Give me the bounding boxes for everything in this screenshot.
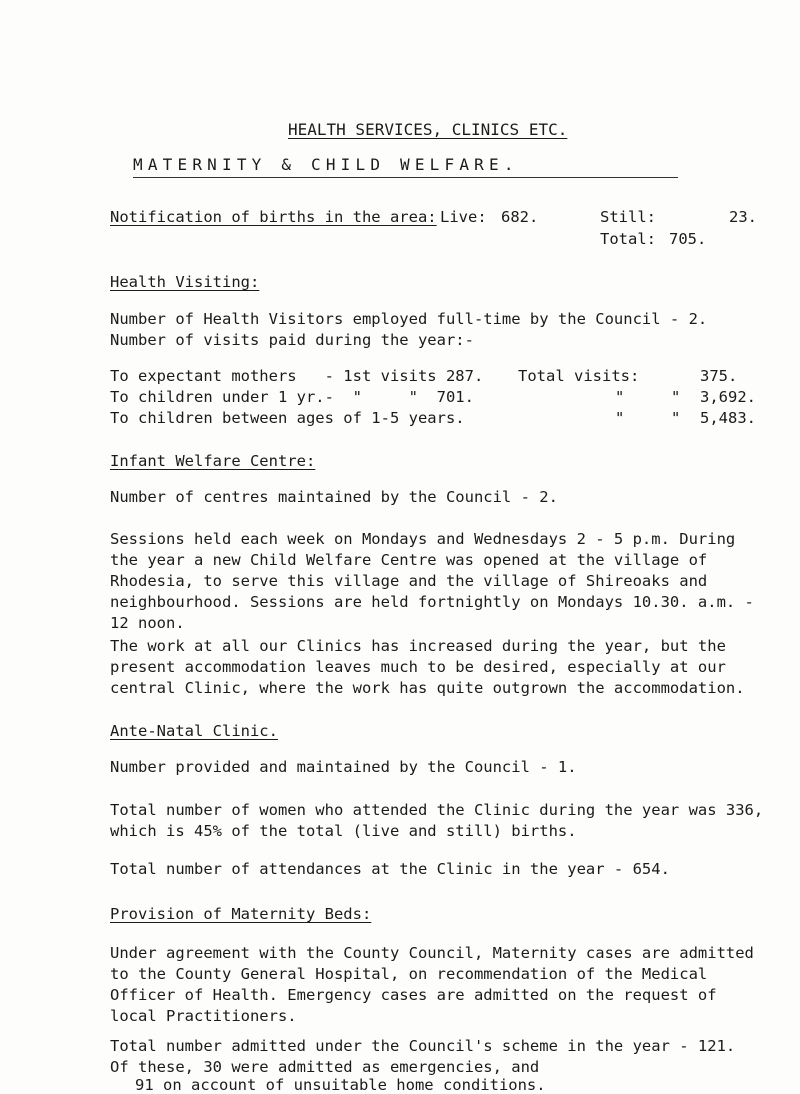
visits-row-expectant-total-label: Total visits: bbox=[518, 367, 640, 385]
visits-paid-line: Number of visits paid during the year:- bbox=[110, 331, 474, 349]
visits-row-expectant: To expectant mothers - 1st visits 287. bbox=[110, 367, 484, 385]
health-visiting-heading: Health Visiting: bbox=[110, 273, 260, 291]
antenatal-women-paragraph: Total number of women who attended the Clinic during the year was 336, which is 45% of the total (live and still) births. bbox=[110, 801, 764, 840]
maternity-agreement-paragraph: Under agreement with the County Council, Maternity cases are admitted to the County General Hospital, on recommendation of the Medical Officer of Health. Emergency cases are admitted on the request of local Practitioners. bbox=[110, 944, 754, 1025]
live-value: 682. bbox=[501, 208, 539, 226]
visits-row-1to5-total: 5,483. bbox=[700, 409, 756, 427]
maternity-beds-heading: Provision of Maternity Beds: bbox=[110, 905, 372, 923]
page-title: HEALTH SERVICES, CLINICS ETC. bbox=[288, 120, 568, 139]
antenatal-attendances-line: Total number of attendances at the Clinic in the year - 654. bbox=[110, 860, 670, 878]
total-label: Total: bbox=[600, 230, 656, 248]
title-underline bbox=[133, 177, 678, 178]
visits-row-under1-total: 3,692. bbox=[700, 388, 756, 406]
visits-row-1to5-total-label: " " bbox=[615, 409, 681, 427]
visits-row-under1-total-label: " " bbox=[615, 388, 681, 406]
sessions-paragraph: Sessions held each week on Mondays and Wednesdays 2 - 5 p.m. During the year a new Child Welfare Centre was opened at the village of Rhodesia, to serve this village and the village of Shireoaks and neighbourhood. Sessions are held fortnightly on Mondays 10.30. a.m. - 12 noon. bbox=[110, 530, 754, 632]
total-value: 705. bbox=[669, 230, 707, 248]
visits-row-under1: To children under 1 yr.- " " 701. bbox=[110, 388, 474, 406]
section-title: MATERNITY & CHILD WELFARE. bbox=[133, 155, 519, 174]
live-label: Live: bbox=[440, 208, 487, 226]
health-visitors-line: Number of Health Visitors employed full-time by the Council - 2. bbox=[110, 310, 708, 328]
visits-row-expectant-total: 375. bbox=[700, 367, 738, 385]
still-value: 23. bbox=[729, 208, 757, 226]
admitted-total-line: Total number admitted under the Council's scheme in the year - 121. bbox=[110, 1037, 736, 1055]
antenatal-heading: Ante-Natal Clinic. bbox=[110, 722, 278, 740]
clinics-work-paragraph: The work at all our Clinics has increased during the year, but the present accommodation leaves much to be desired, especially at our central Clinic, where the work has quite outgrown the accommodation. bbox=[110, 637, 745, 697]
emergencies-line: Of these, 30 were admitted as emergencies, and bbox=[110, 1058, 540, 1076]
centres-maintained-line: Number of centres maintained by the Council - 2. bbox=[110, 488, 558, 506]
antenatal-provided-line: Number provided and maintained by the Council - 1. bbox=[110, 758, 577, 776]
notification-label: Notification of births in the area: bbox=[110, 208, 437, 226]
still-label: Still: bbox=[600, 208, 656, 226]
visits-row-1to5: To children between ages of 1-5 years. bbox=[110, 409, 465, 427]
home-conditions-line: 91 on account of unsuitable home conditions. bbox=[135, 1076, 546, 1094]
infant-welfare-heading: Infant Welfare Centre: bbox=[110, 452, 316, 470]
